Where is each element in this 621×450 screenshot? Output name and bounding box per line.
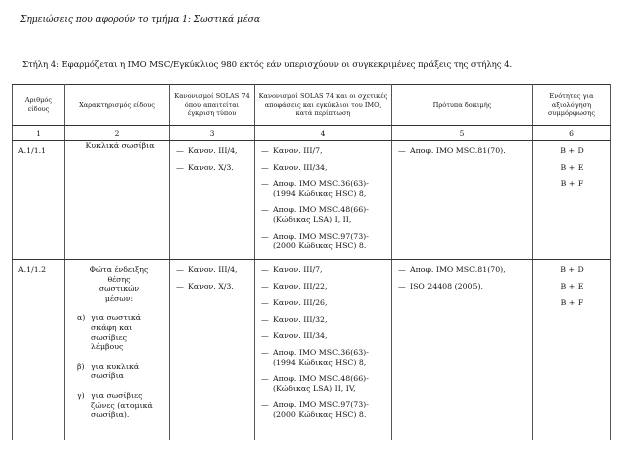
list-item: — Κανον. III/34,	[261, 331, 328, 341]
column-number: 6	[533, 126, 611, 141]
solas-type-cell	[170, 260, 255, 441]
list-item: — Κανον. III/22,	[261, 281, 328, 291]
list-item: — Κανον. III/4,	[176, 146, 238, 155]
list-item: — Αποφ. IMO MSC.81(70),	[398, 265, 506, 274]
list-item: — Αποφ. IMO MSC.36(63)-(1994 Κώδικας HSC) 8,	[261, 347, 369, 367]
module-code: B + F	[560, 179, 584, 189]
list-item: — Κανον. III/26,	[261, 298, 328, 308]
column-number: 2	[65, 126, 170, 141]
list-item: — Κανον. III/7,	[261, 265, 323, 274]
list-item: — Κανον. III/7,	[261, 146, 323, 155]
section-heading: Σημειώσεις που αφορούν το τμήμα 1: Σωστικά μέσα	[20, 14, 260, 25]
list-item: — Κανον. III/4,	[176, 265, 238, 274]
header-conformity-modules: Ενότητες για αξιολόγηση συμμόρφωσης	[533, 85, 611, 126]
item-designation: Φώτα ένδειξης θέσης σωστικών μέσων:	[89, 265, 149, 303]
standards-cell	[392, 260, 533, 441]
header-testing-standards: Πρότυπα δοκιμής	[392, 85, 533, 126]
item-number: A.1/1.2	[18, 265, 47, 274]
header-designation: Χαρακτηρισμός είδους	[65, 85, 170, 126]
module-code: B + E	[560, 281, 584, 291]
module-code: B + E	[560, 162, 584, 172]
item-number: A.1/1.1	[18, 146, 47, 155]
column-number: 5	[392, 126, 533, 141]
list-item: — Αποφ. IMO MSC.81(70).	[398, 146, 506, 155]
header-row	[13, 85, 611, 126]
header-solas-type-approval: Κανονισμοί SOLAS 74 όπου απαιτείται έγκριση τύπου	[170, 85, 255, 126]
column-number-row	[13, 126, 611, 141]
designation-cell	[65, 260, 170, 441]
column-number: 3	[170, 126, 255, 141]
list-item: — Κανον. X/3.	[176, 162, 234, 172]
list-item: — Αποφ. IMO MSC.48(66)-(Κώδικας LSA) II, IV,	[261, 374, 369, 393]
list-item: — Κανον. III/32,	[261, 314, 328, 324]
list-item: — Αποφ. IMO MSC.36(63)-(1994 Κώδικας HSC) 8,	[261, 179, 369, 198]
sub-item: β) για κυκλικά σωσίβια	[77, 361, 140, 381]
standards-cell	[392, 141, 533, 260]
item-number-cell	[13, 141, 65, 260]
list-item: — Αποφ. IMO MSC.97(73)-(2000 Κώδικας HSC) 8.	[261, 400, 369, 419]
list-item: — Αποφ. IMO MSC.48(66)-(Κώδικας LSA) I, II,	[261, 205, 369, 224]
sub-item: α) για σωστικά σκάφη και σωσίβιες λέμβους	[77, 313, 141, 352]
module-code: B + F	[560, 298, 584, 308]
table-row	[13, 260, 611, 441]
module-code: B + D	[560, 265, 584, 274]
solas-type-cell	[170, 141, 255, 260]
list-item: — Αποφ. IMO MSC.97(73)-(2000 Κώδικας HSC) 8.	[261, 231, 369, 251]
item-designation: Κυκλικά σωσίβια	[85, 141, 155, 150]
modules-cell	[533, 141, 611, 260]
module-code: B + D	[560, 146, 584, 155]
list-item: — ISO 24408 (2005).	[398, 281, 483, 291]
list-item: — Κανον. III/34,	[261, 162, 328, 172]
solas-references-cell	[255, 141, 392, 260]
solas-references-cell	[255, 260, 392, 441]
modules-cell	[533, 260, 611, 441]
equipment-table	[12, 84, 611, 440]
item-number-cell	[13, 260, 65, 441]
header-solas-references: Κανονισμοί SOLAS 74 και οι σχετικές αποφάσεις και εγκύκλιοι του IMO, κατά περίπτωση	[255, 85, 392, 126]
column-number: 1	[13, 126, 65, 141]
column-note: Στήλη 4: Εφαρμόζεται η IMO MSC/Εγκύκλιος 980 εκτός εάν υπερισχύουν οι συγκεκριμένες πράξεις της στήλης 4.	[22, 60, 513, 70]
designation-cell	[65, 141, 170, 260]
header-item-number: Αριθμός είδους	[13, 85, 65, 126]
table-row	[13, 141, 611, 260]
column-number: 4	[255, 126, 392, 141]
sub-item: γ) για σωσίβιες ζώνες (ατομικά σωσίβια).	[77, 390, 153, 420]
list-item: — Κανον. X/3.	[176, 281, 234, 291]
